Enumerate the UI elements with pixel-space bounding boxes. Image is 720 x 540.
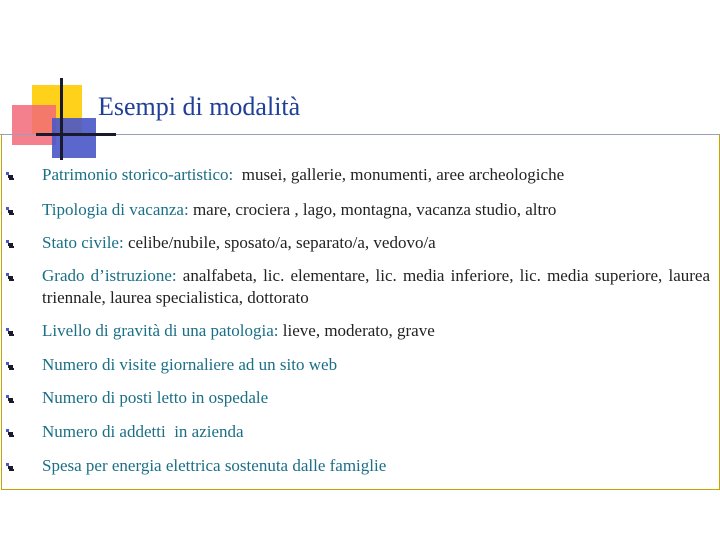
item-term: Stato civile: [42,233,124,252]
list-item [42,421,710,443]
item-description: analfabeta, lic. elementare, lic. media inferiore, lic. media superiore, laurea triennale, laurea specialistica, dottorato [42,266,711,307]
item-term: Grado d’istruzione: [42,266,177,285]
bullet-icon [6,240,14,249]
list-item [42,199,710,221]
slide-title: Esempi di modalità [98,92,301,121]
item-term: Numero di visite giornaliere ad un sito web [42,355,338,374]
item-term: Numero di addetti in azienda [42,422,244,441]
item-term: Tipologia di vacanza: [42,200,189,219]
item-description: mare, crociera , lago, montagna, vacanza studio, altro [188,200,557,219]
list-item [42,265,710,309]
item-term: Numero di posti letto in ospedale [42,388,269,407]
item-term: Livello di gravità di una patologia: [42,321,279,340]
item-description: lieve, moderato, grave [278,321,435,340]
item-description: celibe/nubile, sposato/a, separato/a, vedovo/a [123,233,436,252]
bullet-icon [6,395,14,404]
item-term: Patrimonio storico-artistico: [42,165,234,184]
item-description: musei, gallerie, monumenti, aree archeologiche [233,165,565,184]
bullet-icon [6,207,14,216]
list-item [42,164,710,186]
list-item [42,455,710,477]
list-item [42,387,710,409]
list-item [42,320,710,342]
list-item [42,354,710,376]
bullet-icon [6,328,14,337]
bullet-icon [6,172,14,181]
bullet-icon [6,362,14,371]
item-term: Spesa per energia elettrica sostenuta dalle famiglie [42,456,387,475]
bullet-icon [6,429,14,438]
list-item [42,232,710,254]
bullet-icon [6,273,14,282]
bullet-icon [6,463,14,472]
